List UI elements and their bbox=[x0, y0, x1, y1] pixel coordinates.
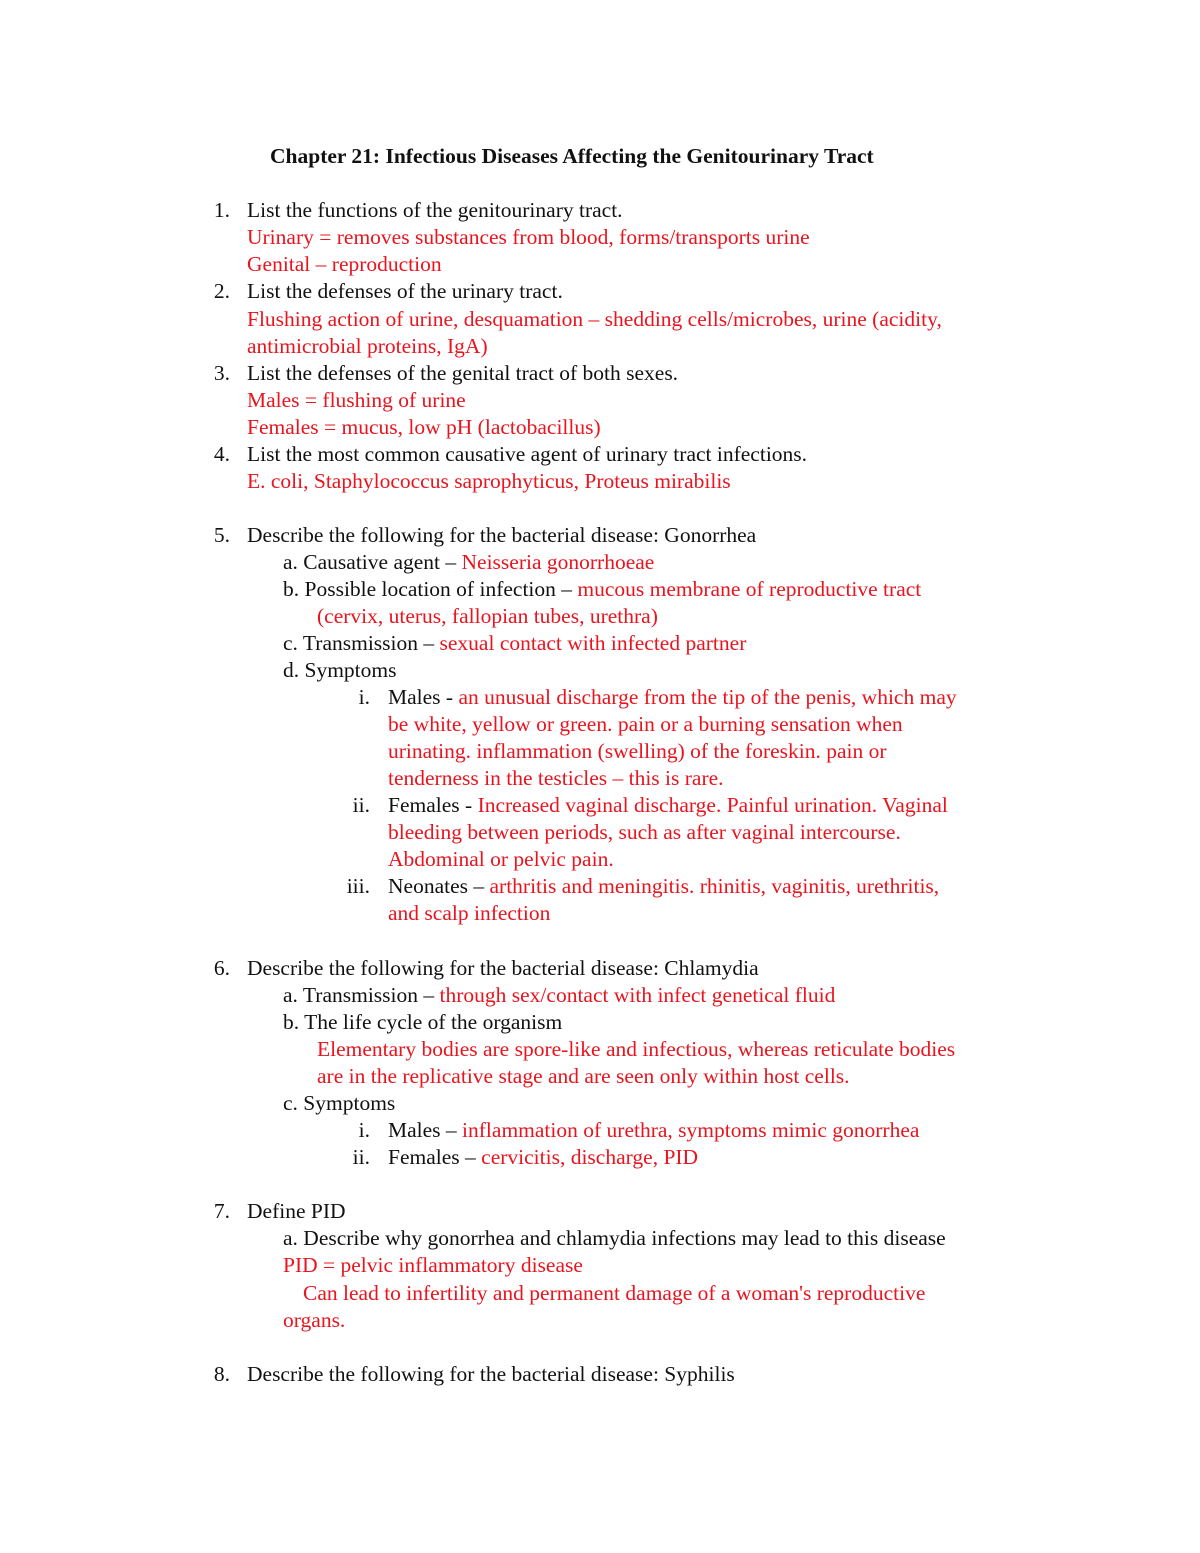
answer-text: Urinary = removes substances from blood, forms/transports urine bbox=[247, 225, 810, 249]
question-number: 1. bbox=[213, 198, 230, 222]
sub-item bbox=[283, 549, 654, 576]
question-text: List the functions of the genitourinary tract. bbox=[247, 198, 623, 222]
sub-item-label: b. Possible location of infection – bbox=[283, 577, 578, 601]
question-text: List the most common causative agent of urinary tract infections. bbox=[247, 442, 808, 466]
answer-text: Increased vaginal discharge. Painful urination. Vaginal bbox=[477, 793, 948, 817]
sub-sub-item bbox=[388, 792, 948, 819]
sub-item-label: c. Symptoms bbox=[283, 1091, 396, 1115]
roman-number: i. bbox=[358, 685, 370, 709]
answer-text: sexual contact with infected partner bbox=[439, 631, 747, 655]
answer-text: urinating. inflammation (swelling) of the foreskin. pain or bbox=[388, 739, 887, 763]
page-title: Chapter 21: Infectious Diseases Affecting the Genitourinary Tract bbox=[270, 144, 874, 168]
answer-text: through sex/contact with infect genetical fluid bbox=[439, 983, 836, 1007]
sub-sub-item bbox=[388, 1144, 698, 1171]
sub-sub-item bbox=[388, 1117, 919, 1144]
sub-item-label: a. Transmission – bbox=[283, 983, 440, 1007]
sub-item-label: Females - bbox=[388, 793, 478, 817]
answer-text: (cervix, uterus, fallopian tubes, urethra) bbox=[317, 604, 658, 628]
answer-text: Flushing action of urine, desquamation – shedding cells/microbes, urine (acidity, bbox=[247, 307, 942, 331]
sub-item-label: a. Describe why gonorrhea and chlamydia infections may lead to this disease bbox=[283, 1226, 946, 1250]
answer-text: cervicitis, discharge, PID bbox=[481, 1145, 699, 1169]
answer-text: inflammation of urethra, symptoms mimic gonorrhea bbox=[462, 1118, 920, 1142]
answer-text: PID = pelvic inflammatory disease bbox=[283, 1253, 583, 1277]
sub-item-label: Males - bbox=[388, 685, 459, 709]
sub-item bbox=[283, 982, 835, 1009]
question-text: Describe the following for the bacterial disease: Syphilis bbox=[247, 1362, 735, 1386]
answer-text: Abdominal or pelvic pain. bbox=[388, 847, 614, 871]
question-number: 2. bbox=[213, 279, 230, 303]
answer-text: mucous membrane of reproductive tract bbox=[577, 577, 922, 601]
roman-number: ii. bbox=[352, 1145, 370, 1169]
answer-text: Elementary bodies are spore-like and infectious, whereas reticulate bodies bbox=[317, 1037, 956, 1061]
answer-text: an unusual discharge from the tip of the penis, which may bbox=[458, 685, 957, 709]
answer-text: Males = flushing of urine bbox=[247, 388, 466, 412]
question-text: Describe the following for the bacterial disease: Chlamydia bbox=[247, 956, 759, 980]
sub-item bbox=[283, 630, 746, 657]
question-text: Describe the following for the bacterial disease: Gonorrhea bbox=[247, 523, 757, 547]
question-number: 4. bbox=[213, 442, 230, 466]
sub-item-label: Neonates – bbox=[388, 874, 490, 898]
sub-sub-item bbox=[388, 873, 939, 900]
question-number: 3. bbox=[213, 361, 230, 385]
answer-text: antimicrobial proteins, IgA) bbox=[247, 334, 488, 358]
answer-text: E. coli, Staphylococcus saprophyticus, Proteus mirabilis bbox=[247, 469, 731, 493]
answer-text: Genital – reproduction bbox=[247, 252, 442, 276]
roman-number: i. bbox=[358, 1118, 370, 1142]
question-number: 8. bbox=[213, 1362, 230, 1386]
sub-item-label: c. Transmission – bbox=[283, 631, 440, 655]
answer-text: tenderness in the testicles – this is rare. bbox=[388, 766, 724, 790]
sub-item-label: b. The life cycle of the organism bbox=[283, 1010, 563, 1034]
roman-number: iii. bbox=[346, 874, 370, 898]
answer-text: be white, yellow or green. pain or a burning sensation when bbox=[388, 712, 903, 736]
sub-item-label: Females – bbox=[388, 1145, 482, 1169]
question-text: Define PID bbox=[247, 1199, 346, 1223]
answer-text: Can lead to infertility and permanent damage of a woman's reproductive bbox=[303, 1281, 926, 1305]
answer-text: are in the replicative stage and are seen only within host cells. bbox=[317, 1064, 850, 1088]
answer-text: and scalp infection bbox=[388, 901, 551, 925]
sub-item-label: a. Causative agent – bbox=[283, 550, 462, 574]
answer-text: Females = mucus, low pH (lactobacillus) bbox=[247, 415, 601, 439]
question-text: List the defenses of the genital tract of both sexes. bbox=[247, 361, 679, 385]
sub-item-label: Males – bbox=[388, 1118, 463, 1142]
sub-item-label: d. Symptoms bbox=[283, 658, 397, 682]
sub-item bbox=[283, 576, 921, 603]
question-number: 5. bbox=[213, 523, 230, 547]
answer-text: organs. bbox=[283, 1308, 346, 1332]
question-number: 7. bbox=[213, 1199, 230, 1223]
answer-text: arthritis and meningitis. rhinitis, vaginitis, urethritis, bbox=[489, 874, 940, 898]
question-number: 6. bbox=[213, 956, 230, 980]
sub-sub-item bbox=[388, 684, 957, 711]
answer-text: bleeding between periods, such as after vaginal intercourse. bbox=[388, 820, 901, 844]
roman-number: ii. bbox=[352, 793, 370, 817]
question-text: List the defenses of the urinary tract. bbox=[247, 279, 563, 303]
answer-text: Neisseria gonorrhoeae bbox=[461, 550, 655, 574]
